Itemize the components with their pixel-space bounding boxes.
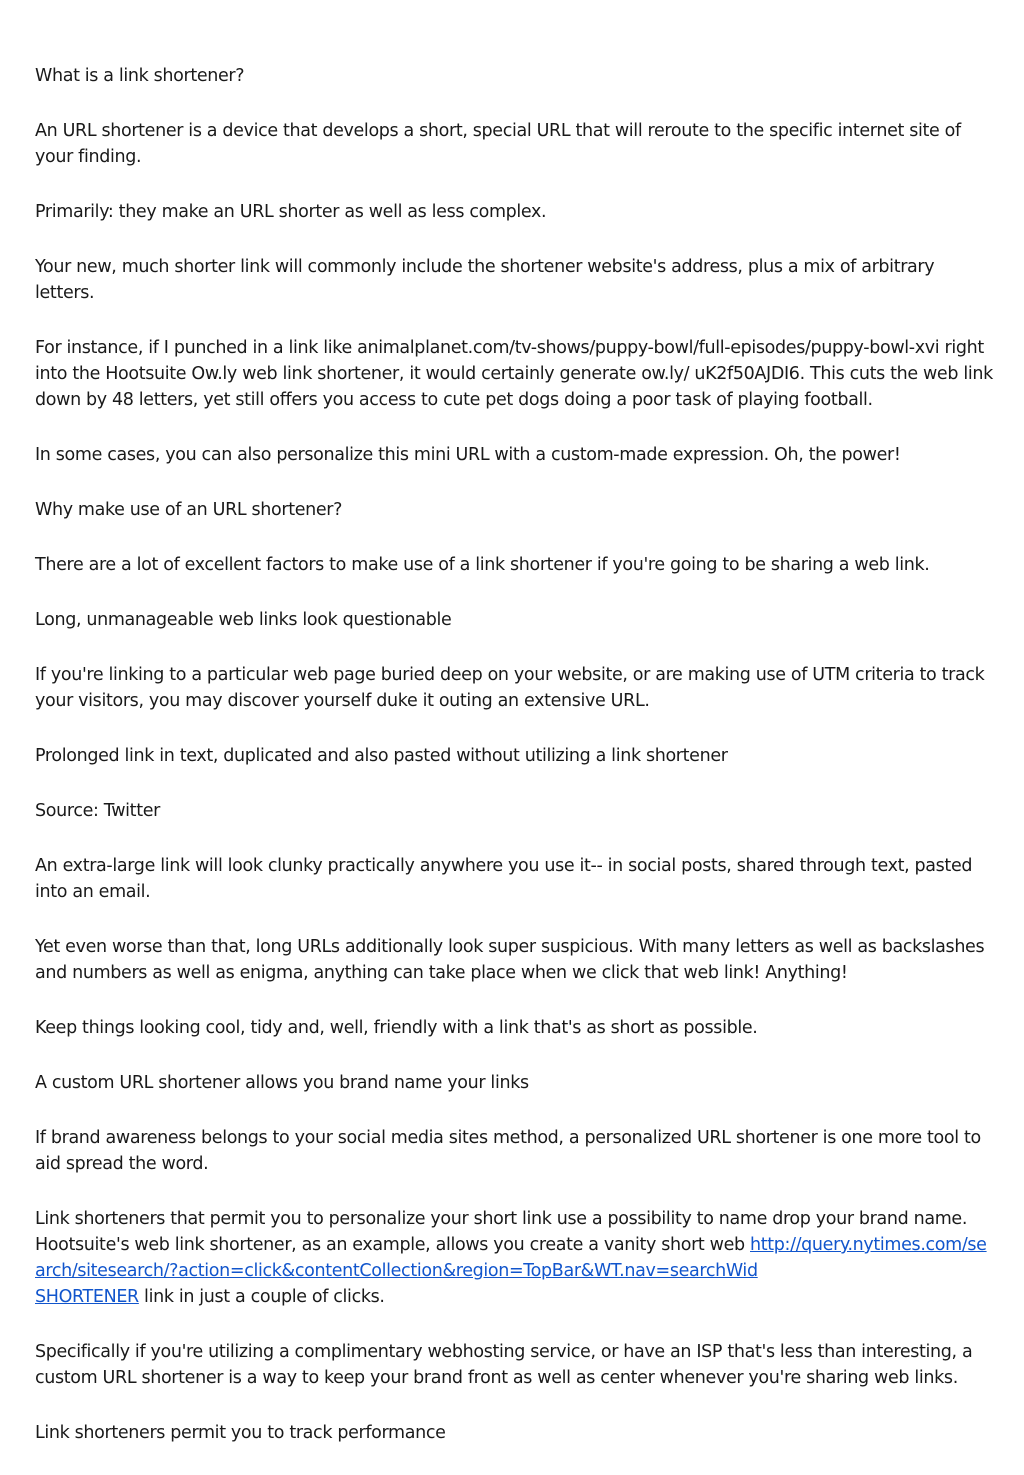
document-body	[35, 63, 995, 1475]
paragraph-custom-heading: A custom URL shortener allows you brand name your links	[35, 1073, 529, 1093]
paragraph-vanity-link	[35, 1206, 995, 1310]
paragraph-keep-cool: Keep things looking cool, tidy and, well, friendly with a link that's as short as possible.	[35, 1018, 758, 1038]
paragraph-long-links-heading: Long, unmanageable web links look questionable	[35, 610, 452, 630]
paragraph-extra-large: An extra-large link will look clunky practically anywhere you use it-- in social posts, shared through text, pasted into an email.	[35, 856, 973, 902]
link-text-line1: http://query.nytimes.com/search/sitesearch/?action=click&contentCollection&region=TopBar&WT.nav=searchWid	[35, 1235, 987, 1281]
paragraph-what-is: What is a link shortener?	[35, 66, 245, 86]
paragraph-definition: An URL shortener is a device that develops a short, special URL that will reroute to the specific internet site of your finding.	[35, 121, 961, 167]
paragraph-webhosting: Specifically if you're utilizing a complimentary webhosting service, or have an ISP that's less than interesting, a custom URL shortener is a way to keep your brand front as well as center whenever you're sharing web links.	[35, 1342, 973, 1388]
paragraph-example: For instance, if I punched in a link like animalplanet.com/tv-shows/puppy-bowl/full-episodes/puppy-bowl-xvi right into the Hootsuite Ow.ly web link shortener, it would certainly generate ow.ly/ uK2f50AJDI6. This cuts the web link down by 48 letters, yet still offers you access to cute pet dogs doing a poor task of playing football.	[35, 338, 993, 410]
vanity-link-outro: link in just a couple of clicks.	[138, 1287, 385, 1307]
link-text-line2: SHORTENER	[35, 1287, 139, 1307]
paragraph-factors: There are a lot of excellent factors to make use of a link shortener if you're going to be sharing a web link.	[35, 555, 930, 575]
paragraph-buried-page: If you're linking to a particular web page buried deep on your website, or are making use of UTM criteria to track your visitors, you may discover yourself duke it outing an extensive URL.	[35, 665, 985, 711]
vanity-link-intro: Link shorteners that permit you to personalize your short link use a possibility to name drop your brand name. Hootsuite's web link shortener, as an example, allows you create a vanity short web	[35, 1209, 968, 1255]
paragraph-primarily: Primarily: they make an URL shorter as well as less complex.	[35, 202, 547, 222]
paragraph-prolonged-link: Prolonged link in text, duplicated and also pasted without utilizing a link shortener	[35, 746, 728, 766]
paragraph-track-heading: Link shorteners permit you to track performance	[35, 1423, 446, 1443]
paragraph-new-link: Your new, much shorter link will commonly include the shortener website's address, plus a mix of arbitrary letters.	[35, 257, 935, 303]
paragraph-suspicious: Yet even worse than that, long URLs additionally look super suspicious. With many letters as well as backslashes and numbers as well as enigma, anything can take place when we click that web link! Anything!	[35, 937, 985, 983]
paragraph-source: Source: Twitter	[35, 801, 160, 821]
paragraph-brand-awareness: If brand awareness belongs to your social media sites method, a personalized URL shortener is one more tool to aid spread the word.	[35, 1128, 981, 1174]
paragraph-why-heading: Why make use of an URL shortener?	[35, 500, 343, 520]
paragraph-personalize: In some cases, you can also personalize this mini URL with a custom-made expression. Oh, the power!	[35, 445, 901, 465]
